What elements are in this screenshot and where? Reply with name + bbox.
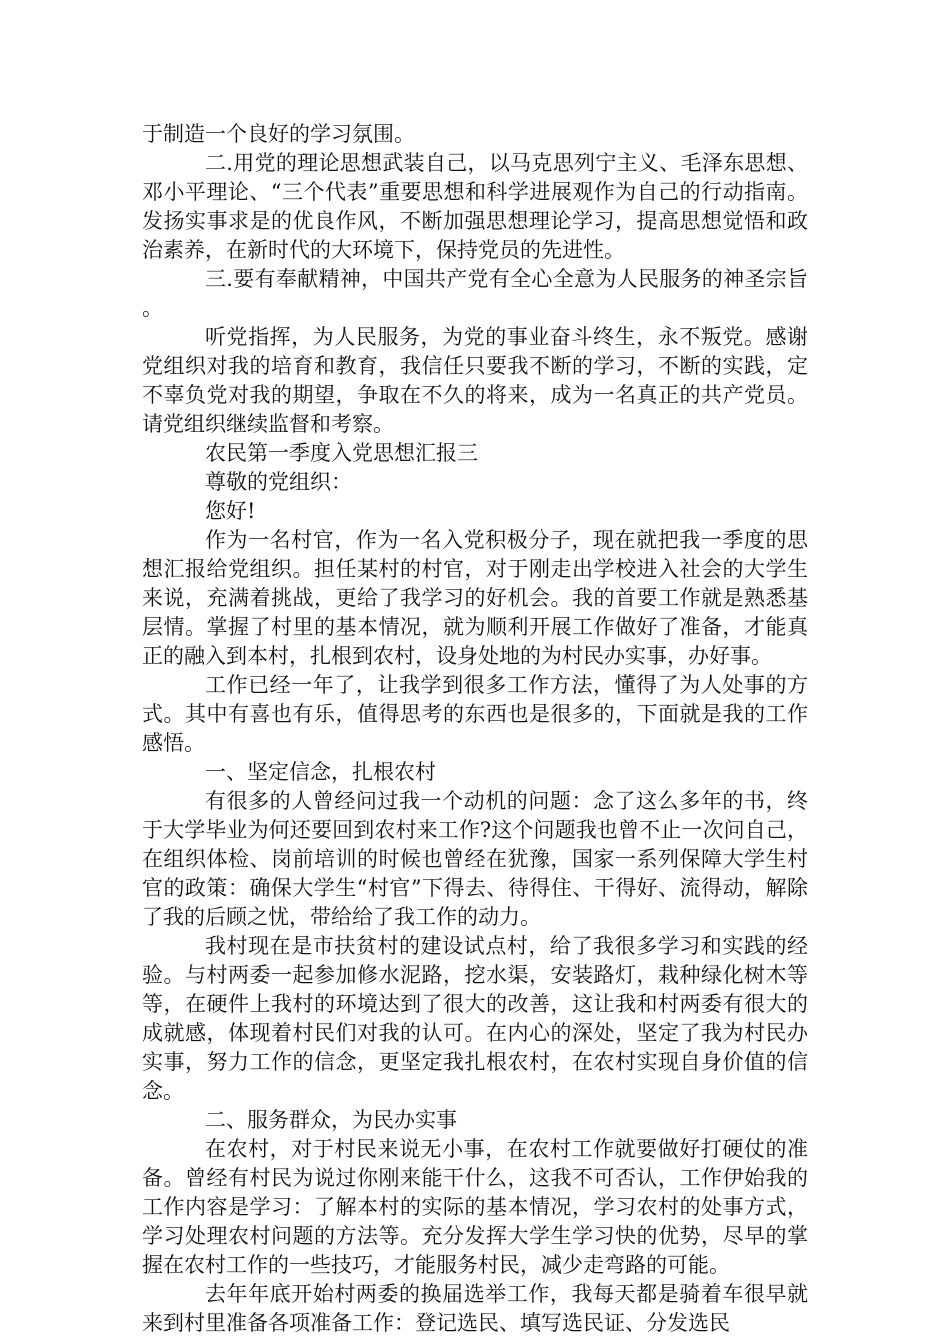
section-title: 农民第一季度入党思想汇报三 [205, 441, 478, 465]
paragraph: 在农村，对于村民来说无小事，在农村工作就要做好打硬仗的准备。曾经有村民为说过你刚来能干什么，这我不可否认，工作伊始我的工作内容是学习：了解本村的实际的基本情况，学习农村的处事方式，学习处理农村问题的方法等。充分发挥大学生学习快的优势，尽早的掌握在农村工作的一些技巧，才能服务村民，减少走弯路的可能。 [142, 1137, 808, 1277]
section-heading: 一、坚定信念，扎根农村 [205, 760, 436, 784]
greeting: 您好! [205, 499, 256, 523]
paragraph: 去年年底开始村两委的换届选举工作，我每天都是骑着车很早就来到村里准备各项准备工作：登记选民、填写选民证、分发选民 [142, 1282, 808, 1335]
paragraph: 工作已经一年了，让我学到很多工作方法，懂得了为人处事的方式。其中有喜也有乐，值得思考的东西也是很多的，下面就是我的工作感悟。 [142, 673, 808, 755]
paragraph: 我村现在是市扶贫村的建设试点村，给了我很多学习和实践的经验。与村两委一起参加修水泥路，挖水渠，安装路灯，栽种绿化树木等等，在硬件上我村的环境达到了很大的改善，这让我和村两委有很大的成就感，体现着村民们对我的认可。在内心的深处，坚定了我为村民办实事，努力工作的信念，更坚定我扎根农村，在农村实现自身价值的信念。 [142, 934, 808, 1103]
paragraph: 于制造一个良好的学习氛围。 [142, 122, 415, 146]
paragraph: 有很多的人曾经问过我一个动机的问题：念了这么多年的书，终于大学毕业为何还要回到农村来工作?这个问题我也曾不止一次问自己，在组织体检、岗前培训的时候也曾经在犹豫，国家一系列保障大学生村官的政策：确保大学生“村官”下得去、待得住、干得好、流得动，解除了我的后顾之忧，带给给了我工作的动力。 [142, 789, 808, 929]
paragraph: 三.要有奉献精神，中国共产党有全心全意为人民服务的神圣宗旨。 [142, 267, 808, 320]
paragraph: 听党指挥，为人民服务，为党的事业奋斗终生，永不叛党。感谢党组织对我的培育和教育，我信任只要我不断的学习，不断的实践，定不辜负党对我的期望，争取在不久的将来，成为一名真正的共产党员。请党组织继续监督和考察。 [142, 325, 808, 436]
section-heading: 二、服务群众，为民办实事 [205, 1108, 457, 1132]
paragraph: 二.用党的理论思想武装自己，以马克思列宁主义、毛泽东思想、邓小平理论、“三个代表”重要思想和科学进展观作为自己的行动指南。发扬实事求是的优良作风，不断加强思想理论学习，提高思想觉悟和政治素养，在新时代的大环境下，保持党员的先进性。 [142, 151, 808, 262]
salutation: 尊敬的党组织： [205, 470, 352, 494]
paragraph: 作为一名村官，作为一名入党积极分子，现在就把我一季度的思想汇报给党组织。担任某村的村官，对于刚走出学校进入社会的大学生来说，充满着挑战，更给了我学习的好机会。我的首要工作就是熟悉基层情。掌握了村里的基本情况，就为顺利开展工作做好了准备，才能真正的融入到本村，扎根到农村，设身处地的为村民办实事，办好事。 [142, 528, 808, 668]
document-body [142, 120, 808, 1338]
